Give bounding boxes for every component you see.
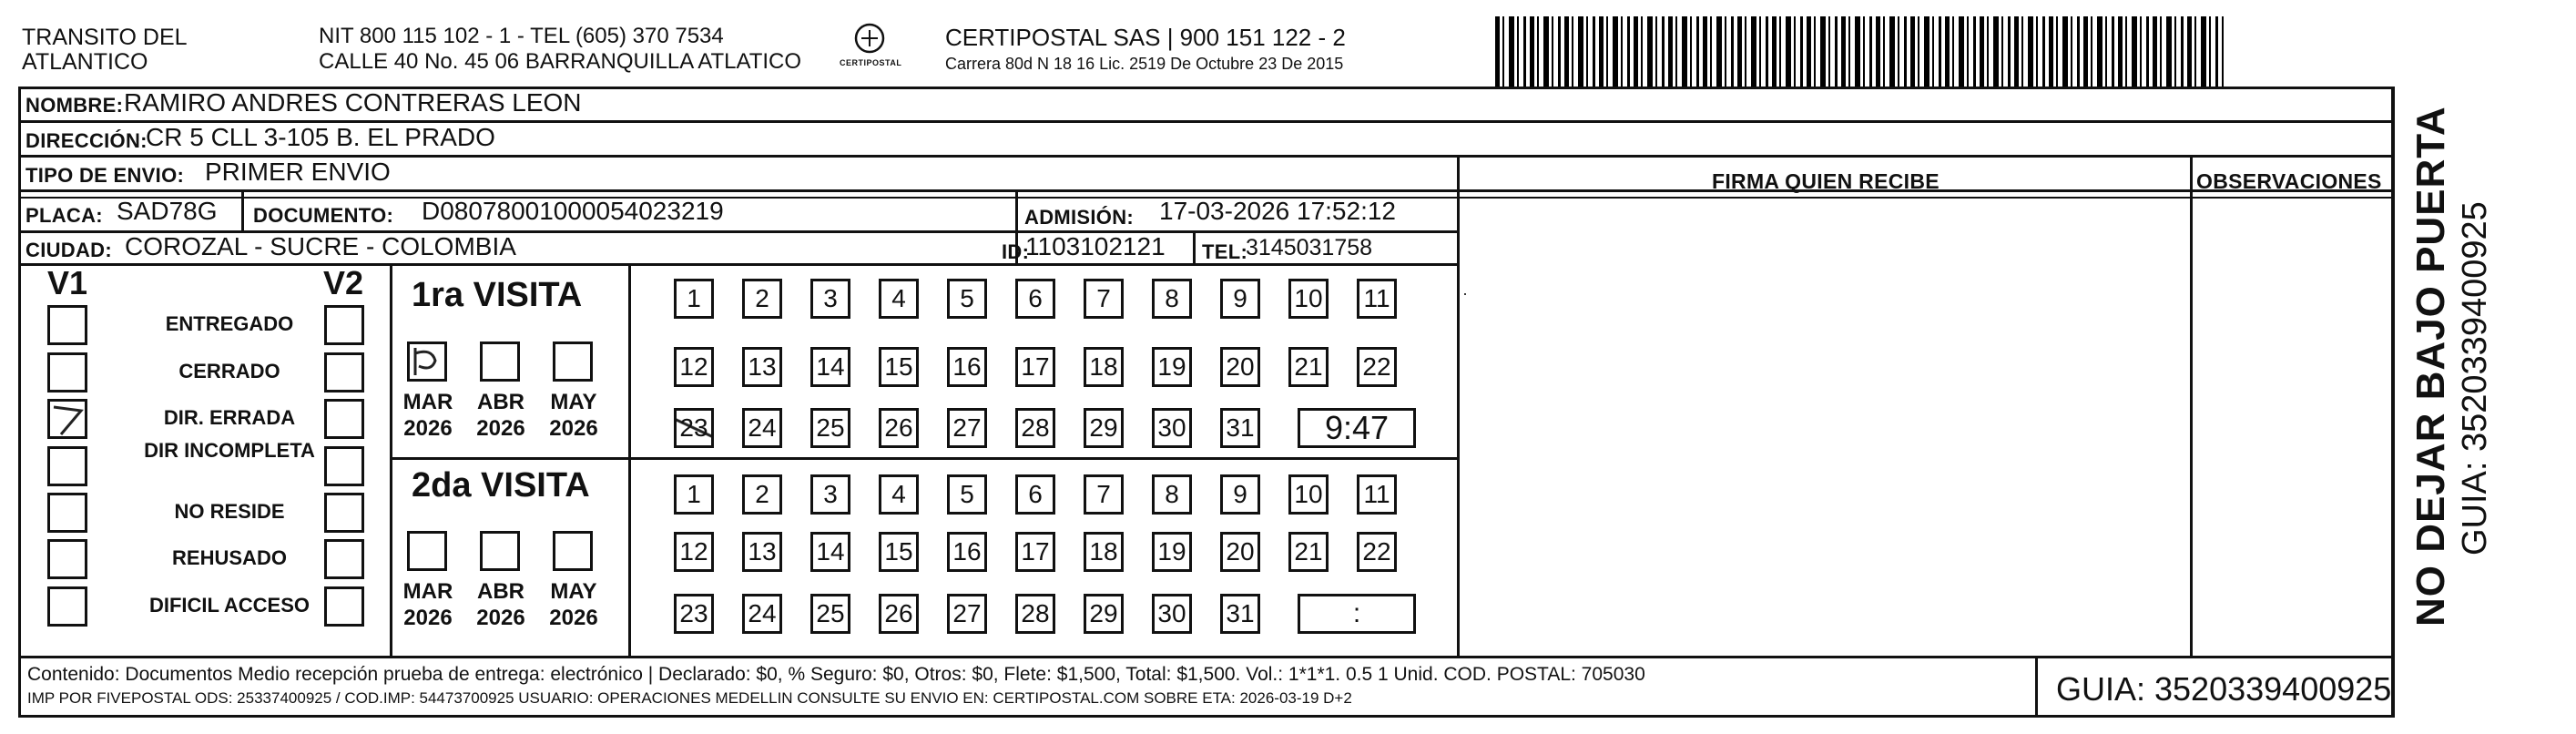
day-box[interactable]: 7 <box>1084 474 1124 515</box>
month-name: ABR <box>477 579 524 604</box>
company-nit: NIT 800 115 102 - 1 - TEL (605) 370 7534 <box>319 24 724 48</box>
day-box[interactable]: 15 <box>879 347 919 387</box>
v2-checkbox[interactable] <box>324 305 364 345</box>
day-box[interactable]: 10 <box>1288 279 1329 319</box>
day-box[interactable]: 17 <box>1015 347 1055 387</box>
company-name-line2: ATLANTICO <box>22 49 148 75</box>
courier-name: CERTIPOSTAL SAS | 900 151 122 - 2 <box>945 24 1346 51</box>
day-box[interactable]: 29 <box>1084 408 1124 448</box>
month-year: 2026 <box>549 416 598 441</box>
day-box[interactable]: 22 <box>1357 532 1397 572</box>
day-box[interactable]: 19 <box>1152 347 1192 387</box>
day-box[interactable]: 24 <box>742 408 782 448</box>
day-box[interactable]: 1 <box>674 279 714 319</box>
contenido-line: Contenido: Documentos Medio recepción prueba de entrega: electrónico | Declarado: $0, % Seguro: $0, Otros: $0, Flete: $1,500, Total: $1,500. Vol.: 1*1*1. 0.5 1 Unid. COD. POSTAL: 705030 <box>27 664 1645 685</box>
month-checkbox[interactable] <box>407 342 447 382</box>
day-box[interactable]: 14 <box>810 347 850 387</box>
month-checkbox[interactable] <box>480 531 520 571</box>
day-box[interactable]: 6 <box>1015 279 1055 319</box>
month-year: 2026 <box>403 416 453 441</box>
day-box[interactable]: 28 <box>1015 408 1055 448</box>
day-box[interactable]: 6 <box>1015 474 1055 515</box>
day-box[interactable]: 19 <box>1152 532 1192 572</box>
certipostal-logo <box>838 20 901 76</box>
placa-label: PLACA: <box>25 204 103 227</box>
status-reason-label: CERRADO <box>178 360 280 382</box>
day-box[interactable]: 5 <box>947 474 987 515</box>
day-box[interactable]: 31 <box>1220 408 1260 448</box>
documento-label: DOCUMENTO: <box>253 204 394 227</box>
day-box[interactable]: 1 <box>674 474 714 515</box>
visit-time-box[interactable]: 9:47 <box>1298 408 1416 448</box>
day-box[interactable]: 7 <box>1084 279 1124 319</box>
month-year: 2026 <box>403 606 453 630</box>
month-name: MAY <box>550 390 597 414</box>
side-guia: GUIA: 3520339400925 <box>2456 201 2494 556</box>
day-box[interactable]: 21 <box>1288 347 1329 387</box>
id-label: ID: <box>1002 240 1030 263</box>
day-box[interactable]: 12 <box>674 347 714 387</box>
day-box[interactable]: 14 <box>810 532 850 572</box>
day-box[interactable]: 4 <box>879 474 919 515</box>
day-box[interactable]: 30 <box>1152 408 1192 448</box>
direccion-value: CR 5 CLL 3-105 B. EL PRADO <box>146 123 495 151</box>
courier-address: Carrera 80d N 18 16 Lic. 2519 De Octubre 23 De 2015 <box>945 55 1344 73</box>
day-box[interactable]: 22 <box>1357 347 1397 387</box>
v2-checkbox[interactable] <box>324 446 364 486</box>
month-name: MAR <box>402 390 453 414</box>
day-box[interactable]: 9 <box>1220 474 1260 515</box>
status-reason-label: NO RESIDE <box>174 500 285 523</box>
day-box[interactable]: 26 <box>879 408 919 448</box>
footer-guia: GUIA: 3520339400925 <box>2056 670 2392 708</box>
day-box[interactable]: 16 <box>947 532 987 572</box>
status-reason-label: DIFICIL ACCESO <box>148 594 310 617</box>
company-address: CALLE 40 No. 45 06 BARRANQUILLA ATLATICO <box>319 49 802 74</box>
day-box[interactable]: 3 <box>810 474 850 515</box>
logo-text: CERTIPOSTAL <box>840 58 902 67</box>
day-box[interactable]: 13 <box>742 347 782 387</box>
admision-value: 17-03-2026 17:52:12 <box>1159 197 1396 225</box>
status-reason-label: DIR. ERRADA <box>163 406 296 429</box>
visit-time-box[interactable]: : <box>1298 594 1416 634</box>
day-box[interactable]: 2 <box>742 474 782 515</box>
day-box[interactable]: 28 <box>1015 594 1055 634</box>
v2-checkbox[interactable] <box>324 586 364 627</box>
day-box[interactable]: 18 <box>1084 347 1124 387</box>
tipo-envio-label: TIPO DE ENVIO: <box>25 164 185 187</box>
day-box[interactable]: 27 <box>947 594 987 634</box>
day-box[interactable]: 11 <box>1357 474 1397 515</box>
day-box[interactable]: 23 <box>674 408 714 448</box>
day-box[interactable]: 23 <box>674 594 714 634</box>
day-box[interactable]: 25 <box>810 408 850 448</box>
documento-value: D08078001000054023219 <box>422 197 724 225</box>
day-box[interactable]: 18 <box>1084 532 1124 572</box>
month-checkbox[interactable] <box>407 531 447 571</box>
day-box[interactable]: 21 <box>1288 532 1329 572</box>
v2-label: V2 <box>323 264 364 301</box>
day-box[interactable]: 12 <box>674 532 714 572</box>
day-box[interactable]: 5 <box>947 279 987 319</box>
v2-checkbox[interactable] <box>324 493 364 533</box>
tel-label: TEL: <box>1202 240 1248 263</box>
second-visit-title: 2da VISITA <box>412 466 590 505</box>
status-reason-label: ENTREGADO <box>165 312 294 335</box>
day-box[interactable]: 9 <box>1220 279 1260 319</box>
day-box[interactable]: 25 <box>810 594 850 634</box>
status-reason-label: REHUSADO <box>172 546 287 569</box>
ciudad-value: COROZAL - SUCRE - COLOMBIA <box>125 232 516 260</box>
v2-checkbox[interactable] <box>324 539 364 579</box>
nombre-value: RAMIRO ANDRES CONTRERAS LEON <box>124 88 582 117</box>
day-box[interactable]: 20 <box>1220 347 1260 387</box>
day-box[interactable]: 15 <box>879 532 919 572</box>
day-box[interactable]: 11 <box>1357 279 1397 319</box>
month-name: MAY <box>550 579 597 604</box>
day-box[interactable]: 20 <box>1220 532 1260 572</box>
firma-header: FIRMA QUIEN RECIBE <box>1712 169 1940 193</box>
day-box[interactable]: 13 <box>742 532 782 572</box>
observaciones-header: OBSERVACIONES <box>2196 169 2382 193</box>
day-box[interactable]: 8 <box>1152 474 1192 515</box>
day-box[interactable]: 8 <box>1152 279 1192 319</box>
day-box[interactable]: 30 <box>1152 594 1192 634</box>
v2-checkbox[interactable] <box>324 399 364 439</box>
month-checkbox[interactable] <box>553 531 593 571</box>
tel-value: 3145031758 <box>1246 235 1373 260</box>
stray-mark: · <box>1462 284 1468 302</box>
nombre-label: NOMBRE: <box>25 94 124 117</box>
day-box[interactable]: 4 <box>879 279 919 319</box>
day-box[interactable]: 3 <box>810 279 850 319</box>
day-box[interactable]: 2 <box>742 279 782 319</box>
first-visit-title: 1ra VISITA <box>412 276 583 314</box>
day-box[interactable]: 16 <box>947 347 987 387</box>
day-box[interactable]: 29 <box>1084 594 1124 634</box>
day-box[interactable]: 31 <box>1220 594 1260 634</box>
month-year: 2026 <box>476 416 525 441</box>
placa-value: SAD78G <box>117 197 218 225</box>
month-checkbox[interactable] <box>553 342 593 382</box>
month-checkbox[interactable] <box>480 342 520 382</box>
day-box[interactable]: 10 <box>1288 474 1329 515</box>
day-box[interactable]: 24 <box>742 594 782 634</box>
month-year: 2026 <box>476 606 525 630</box>
month-year: 2026 <box>549 606 598 630</box>
direccion-label: DIRECCIÓN: <box>25 129 148 152</box>
ciudad-label: CIUDAD: <box>25 239 112 261</box>
v2-checkbox[interactable] <box>324 352 364 392</box>
admision-label: ADMISIÓN: <box>1024 206 1135 229</box>
barcode <box>1495 16 2224 87</box>
month-name: ABR <box>477 390 524 414</box>
day-box[interactable]: 26 <box>879 594 919 634</box>
day-box[interactable]: 27 <box>947 408 987 448</box>
imp-line: IMP POR FIVEPOSTAL ODS: 25337400925 / COD.IMP: 54473700925 USUARIO: OPERACIONES MEDELLIN CONSULTE SU ENVIO EN: CERTIPOSTAL.COM SOBRE ETA: 2026-03-19 D+2 <box>27 689 1352 707</box>
no-dejar-notice: NO DEJAR BAJO PUERTA <box>2408 106 2453 627</box>
v1-label: V1 <box>47 264 88 301</box>
company-name-line1: TRANSITO DEL <box>22 25 188 50</box>
tipo-envio-value: PRIMER ENVIO <box>205 158 391 186</box>
id-value: 1103102121 <box>1025 232 1166 260</box>
month-name: MAR <box>402 579 453 604</box>
status-reason-label: DIR INCOMPLETA <box>144 439 315 462</box>
day-box[interactable]: 17 <box>1015 532 1055 572</box>
